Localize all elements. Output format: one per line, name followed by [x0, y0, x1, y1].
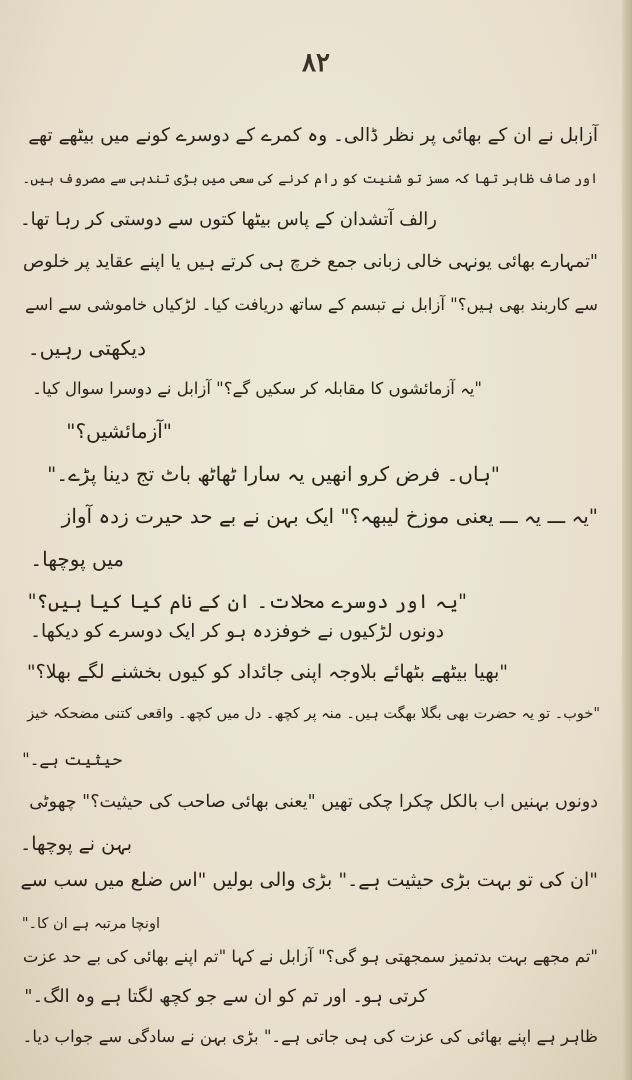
text-line: "خوب۔ تو یہ حضرت بھی بگلا بھگت ہیں۔ منہ پر کچھ۔ دل میں کچھ۔ واقعی کتنی مضحکہ خیز	[27, 706, 600, 722]
text-line: "تمہارے بھائی یونہی خالی زبانی جمع خرچ ہی کرتے ہیں یا اپنے عقاید پر خلوص	[22, 252, 598, 272]
text-line: اور صاف ظاہر تھا کہ مسز تو شنیت کو رام کرنے کی سعی میں بڑی تندہی سے مصروف ہیں۔	[22, 171, 598, 187]
text-line: "یہ ـــ یہ ـــ یعنی موزخ لیبھہ؟" ایک بہن نے بے حد حیرت زدہ آواز	[61, 504, 598, 528]
text-line: سے کاربند بھی ہیں؟" آزابل نے تبسم کے ساتھ دریافت کیا۔ لڑکیاں خاموشی سے اسے	[24, 295, 598, 314]
text-line: "ان کی تو بہت بڑی حیثیت ہے۔" بڑی والی بولیں "اس ضلع میں سب سے	[20, 869, 598, 891]
text-line: رالف آتشدان کے پاس بیٹھا کتوں سے دوستی کر رہا تھا۔	[20, 209, 437, 230]
page-binding-edge	[622, 0, 632, 1080]
text-line: "آزمائشیں؟"	[66, 419, 172, 443]
text-line: دونوں لڑکیوں نے خوفزدہ ہو کر ایک دوسرے کو دیکھا۔	[30, 621, 444, 642]
text-line: "ہاں۔ فرض کرو انھیں یہ سارا ٹھاٹھ باٹ تج دینا پڑے۔"	[47, 462, 500, 486]
text-line: ظاہر ہے اپنے بھائی کی عزت کی ہی جاتی ہے۔" بڑی بہن نے سادگی سے جواب دیا۔	[22, 1027, 598, 1046]
text-line: اونچا مرتبہ ہے ان کا۔"	[21, 916, 160, 932]
text-line: دونوں بہنیں اب بالکل چکرا چکی تھیں "یعنی بھائی صاحب کی حیثیت؟" چھوٹی	[29, 792, 598, 812]
text-line: "تم مجھے بہت بدتمیز سمجھتی ہو گی؟" آزابل نے کہا "تم اپنے بھائی کی بے حد عزت	[22, 947, 598, 966]
page-number: ۸۲	[302, 48, 330, 78]
text-line: آزابل نے ان کے بھائی پر نظر ڈالی۔ وہ کمرے کے دوسرے کونے میں بیٹھے تھے	[28, 125, 598, 146]
text-line: "یہ اور دوسرے محلات۔ ان کے نام کیا کیا ہیں؟"	[27, 590, 467, 613]
text-line: کرتی ہو۔ اور تم کو ان سے جو کچھ لگتا ہے وہ الگ۔"	[24, 986, 427, 1007]
text-line: بہن نے پوچھا۔	[20, 833, 132, 855]
text-line: "بھیا بیٹھے بٹھائے بلاوجہ اپنی جائداد کو کیوں بخشنے لگے بھلا؟"	[26, 661, 508, 683]
text-line: حیثیت ہے۔"	[22, 750, 122, 769]
text-line: دیکھتی رہیں۔	[27, 336, 146, 360]
text-line: "یہ آزمائشوں کا مقابلہ کر سکیں گے؟" آزابل نے دوسرا سوال کیا۔	[32, 379, 482, 398]
text-line: میں پوچھا۔	[30, 547, 124, 571]
